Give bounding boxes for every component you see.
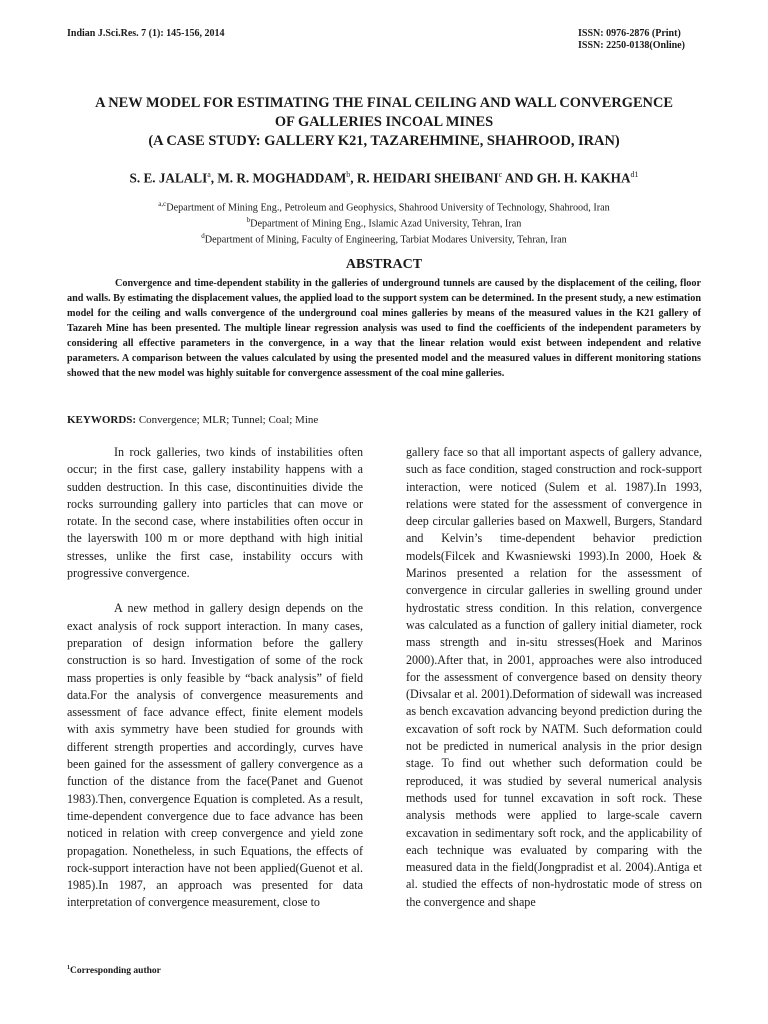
body-paragraph: In rock galleries, two kinds of instabilities often occur; in the first case, gallery instability happens with a sudden destruction. In this case, discontinuities divide the rocks surrounding gallery into particles that can move or rotate. In the second case, where instabilities often occur in the layerswith 100 m or more depthand with high initial stresses, unlike the first case, instability occurs with progressive convergence. bbox=[67, 445, 363, 581]
affiliation-text: Department of Mining, Faculty of Engineering, Tarbiat Modares University, Tehran, Iran bbox=[204, 234, 567, 246]
author-separator: , bbox=[350, 170, 357, 186]
affiliation bbox=[40, 229, 728, 247]
body-paragraph: A new method in gallery design depends on the exact analysis of rock support interaction. In many cases, preparation of design information before the gallery construction is so hard. Investigation of some of the rock mass properties is only feasible by “back analysis” of field data.For the analysis of convergence measurements and assessment of face advance effect, finite element models with axis symmetry have been studied for grounds with different strength properties and accordingly, curves have been gained for the assessment of gallery convergence as a function of the distance from the face(Panet and Guenot 1983).Then, convergence Equation is completed. As a result, time-dependent convergence due to face advance has been noticed in relation with creep convergence and yield zone propagation. Nonetheless, in such Equations, the effects of rock-support interaction have not been applied(Guenot et al. 1985).In 1987, an approach was presented for data interpretation of convergence measurement, close to bbox=[67, 601, 363, 910]
body-paragraph: gallery face so that all important aspects of gallery advance, such as face condition, staged construction and rock-support interaction, were noticed (Sulem et al. 1987).In 1993, relations were stated for the assessment of convergence in deep circular galleries based on Maxwell, Burgers, Standard and Kelvin’s time-dependent behavior prediction models(Filcek and Kwasniewski 1993).In 2000, Hoek & Marinos presented a relation for the assessment of convergence in circular galleries in swelling ground under hydrostatic stress condition. In this relation, convergence was calculated as a function of gallery initial diameter, rock mass strength and in-situ stresses(Hoek and Marinos 2000).After that, in 2001, approaches were also introduced for the assessment of convergence based on density theory (Divsalar et al. 2001).Deformation of sidewall was increased as bench excavation advancing beyond prediction during the excavation of soft rock by NATM. Such deformation could not be predicted in numerical analysis in the prior design stage. To find out whether such deformation could be reproduced, it was studied by several numerical analysis methods used for tunnel excavation in soft rock. These analysis methods were applied to large-scale cavern excavation in sedimentary soft rock, and the applicability of each technique was evaluated by comparing with the measured data in the field(Jongpradist et al. 2004).Antiga et al. studied the effects of non-hydrostatic mode of stress on the convergence and shape bbox=[406, 445, 702, 909]
affiliation-sup: b bbox=[246, 216, 251, 224]
affiliation-text: Department of Mining Eng., Petroleum and Geophysics, Shahrood University of Technology, Shahrood, Iran bbox=[166, 202, 610, 214]
abstract-heading: ABSTRACT bbox=[345, 257, 423, 272]
footnote-text: Corresponding author bbox=[70, 966, 161, 977]
author-sup: d1 bbox=[630, 170, 639, 179]
author-sup: b bbox=[346, 170, 351, 179]
keywords bbox=[67, 414, 318, 426]
footnote bbox=[67, 965, 161, 976]
author: GH. H. KAKHA bbox=[536, 170, 631, 186]
keywords-label: KEYWORDS: bbox=[67, 414, 137, 426]
affiliation-text: Department of Mining Eng., Islamic Azad University, Tehran, Iran bbox=[250, 218, 522, 230]
footnote-sup: 1 bbox=[67, 965, 70, 971]
journal-citation: Indian J.Sci.Res. 7 (1): 145-156, 2014 bbox=[67, 28, 225, 39]
issn-print: ISSN: 0976-2876 (Print) bbox=[578, 28, 681, 39]
author-separator: AND bbox=[502, 170, 537, 186]
author: R. HEIDARI SHEIBANI bbox=[356, 170, 499, 186]
title-line-3: (A CASE STUDY: GALLERY K21, TAZAREHMINE, SHAHROOD, IRAN) bbox=[148, 133, 620, 149]
issn-online: ISSN: 2250-0138(Online) bbox=[578, 40, 685, 51]
title-line-2: OF GALLERIES INCOAL MINES bbox=[274, 114, 494, 130]
author: S. E. JALALI bbox=[129, 170, 208, 186]
author: M. R. MOGHADDAM bbox=[217, 170, 347, 186]
author-sup: a bbox=[207, 170, 211, 179]
body-column-right bbox=[406, 444, 702, 911]
keywords-text: Convergence; MLR; Tunnel; Coal; Mine bbox=[138, 414, 319, 426]
issn-block bbox=[578, 28, 685, 52]
paper-title bbox=[40, 94, 728, 151]
author-sup: c bbox=[498, 170, 503, 179]
title-line-1: A NEW MODEL FOR ESTIMATING THE FINAL CEILING AND WALL CONVERGENCE bbox=[95, 95, 673, 111]
affiliation-sup: d bbox=[201, 232, 205, 240]
body-column-left bbox=[67, 444, 363, 912]
affiliation-sup: a,c bbox=[158, 200, 167, 208]
abstract-text: Convergence and time-dependent stability in the galleries of underground tunnels are caused by the displacement of the ceiling, floor and walls. By estimating the displacement values, the applied load to the support system can be determined. In the present study, a new estimation model for the ceiling and walls convergence of the underground coal mines galleries by means of the measured values in the K21 gallery of Tazareh Mine has been presented. The multiple linear regression analysis was used to find the coefficients of the independent parameters by considering all effective parameters in the convergence, in a way that the linear relation would exist between independent and relative parameters. A comparison between the values calculated by using the presented model and the measured values in different monitoring stations showed that the new model was highly suitable for convergence assessment of the coal mine galleries. bbox=[67, 278, 702, 379]
author-separator: , bbox=[210, 170, 218, 186]
author-list bbox=[40, 170, 728, 186]
